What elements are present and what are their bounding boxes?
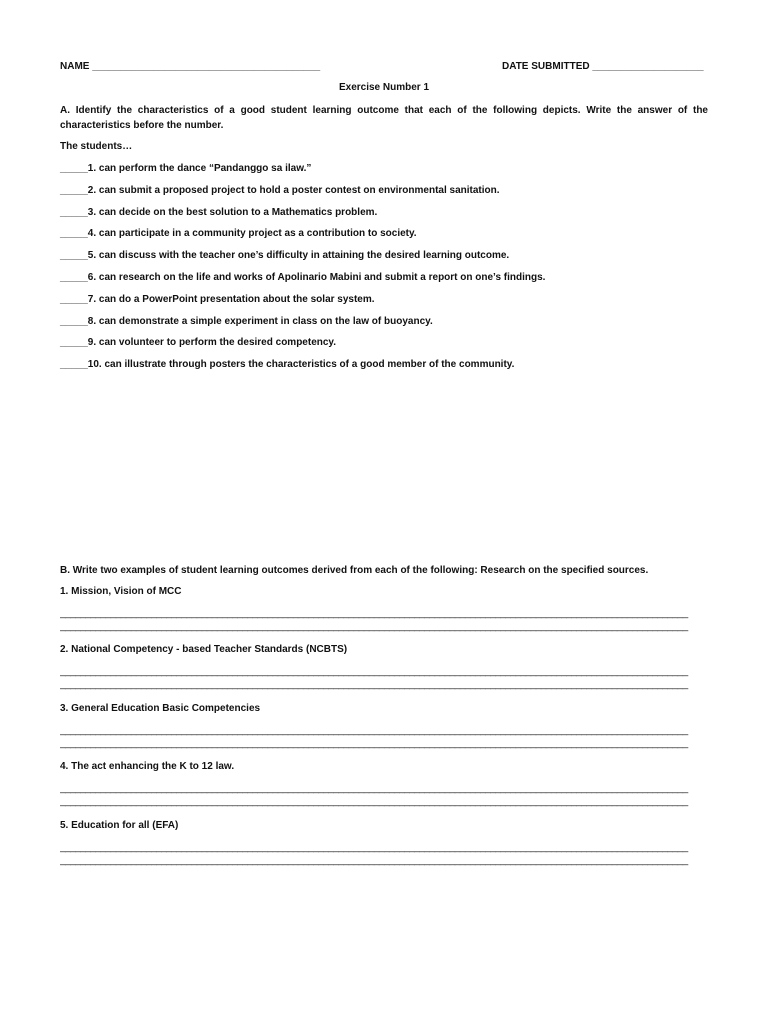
answer-line: ____________________________________________________________________________________________________________________________ bbox=[60, 796, 688, 808]
part-b-item bbox=[60, 760, 708, 818]
list-item: _____9. can volunteer to perform the desired competency. bbox=[60, 337, 337, 349]
answer-line: ____________________________________________________________________________________________________________________________ bbox=[60, 854, 688, 866]
list-item: _____5. can discuss with the teacher one’s difficulty in attaining the desired learning outcome. bbox=[60, 250, 510, 262]
list-item: _____4. can participate in a community project as a contribution to society. bbox=[60, 228, 417, 240]
part-b-item bbox=[60, 643, 708, 701]
part-a-instruction: A. Identify the characteristics of a good student learning outcome that each of the following depicts. Write the answer of the characteristics before the number. bbox=[60, 105, 708, 131]
part-b-item-label: 3. General Education Basic Competencies bbox=[60, 702, 261, 714]
part-b-item bbox=[60, 585, 708, 643]
list-item: _____7. can do a PowerPoint presentation about the solar system. bbox=[60, 293, 375, 305]
answer-line: ____________________________________________________________________________________________________________________________ bbox=[60, 783, 688, 795]
list-item: _____1. can perform the dance “Pandanggo sa ilaw.” bbox=[60, 163, 312, 174]
answer-line: ____________________________________________________________________________________________________________________________ bbox=[60, 621, 688, 632]
list-item: _____6. can research on the life and works of Apolinario Mabini and submit a report on one’s findings. bbox=[60, 271, 546, 283]
part-b-item-label: 1. Mission, Vision of MCC bbox=[60, 586, 182, 597]
answer-line: ____________________________________________________________________________________________________________________________ bbox=[60, 737, 688, 749]
part-b-item-label: 4. The act enhancing the K to 12 law. bbox=[60, 761, 235, 773]
list-item: _____3. can decide on the best solution to a Mathematics problem. bbox=[60, 206, 378, 218]
students-intro: The students… bbox=[60, 141, 133, 152]
name-field: NAME _________________________________________ bbox=[60, 61, 321, 72]
exercise-title: Exercise Number 1 bbox=[338, 82, 430, 93]
answer-line: ____________________________________________________________________________________________________________________________ bbox=[60, 608, 688, 619]
date-submitted-field: DATE SUBMITTED ____________________ bbox=[502, 61, 704, 72]
part-b-instruction: B. Write two examples of student learning outcomes derived from each of the following: Research on the specified sources. bbox=[60, 565, 649, 576]
part-b-item bbox=[60, 819, 708, 877]
answer-line: ____________________________________________________________________________________________________________________________ bbox=[60, 666, 688, 678]
part-b-item-label: 2. National Competency - based Teacher Standards (NCBTS) bbox=[60, 644, 348, 656]
list-item: _____8. can demonstrate a simple experiment in class on the law of buoyancy. bbox=[60, 315, 433, 327]
list-item: _____2. can submit a proposed project to hold a poster contest on environmental sanitation. bbox=[60, 184, 500, 196]
answer-line: ____________________________________________________________________________________________________________________________ bbox=[60, 724, 688, 736]
answer-line: ____________________________________________________________________________________________________________________________ bbox=[60, 679, 688, 691]
list-item: _____10. can illustrate through posters the characteristics of a good member of the community. bbox=[60, 359, 515, 371]
part-a-items bbox=[60, 162, 545, 380]
part-b-item-label: 5. Education for all (EFA) bbox=[60, 819, 179, 831]
part-b-items bbox=[60, 585, 708, 877]
answer-line: ____________________________________________________________________________________________________________________________ bbox=[60, 841, 688, 853]
part-b-item bbox=[60, 702, 708, 760]
